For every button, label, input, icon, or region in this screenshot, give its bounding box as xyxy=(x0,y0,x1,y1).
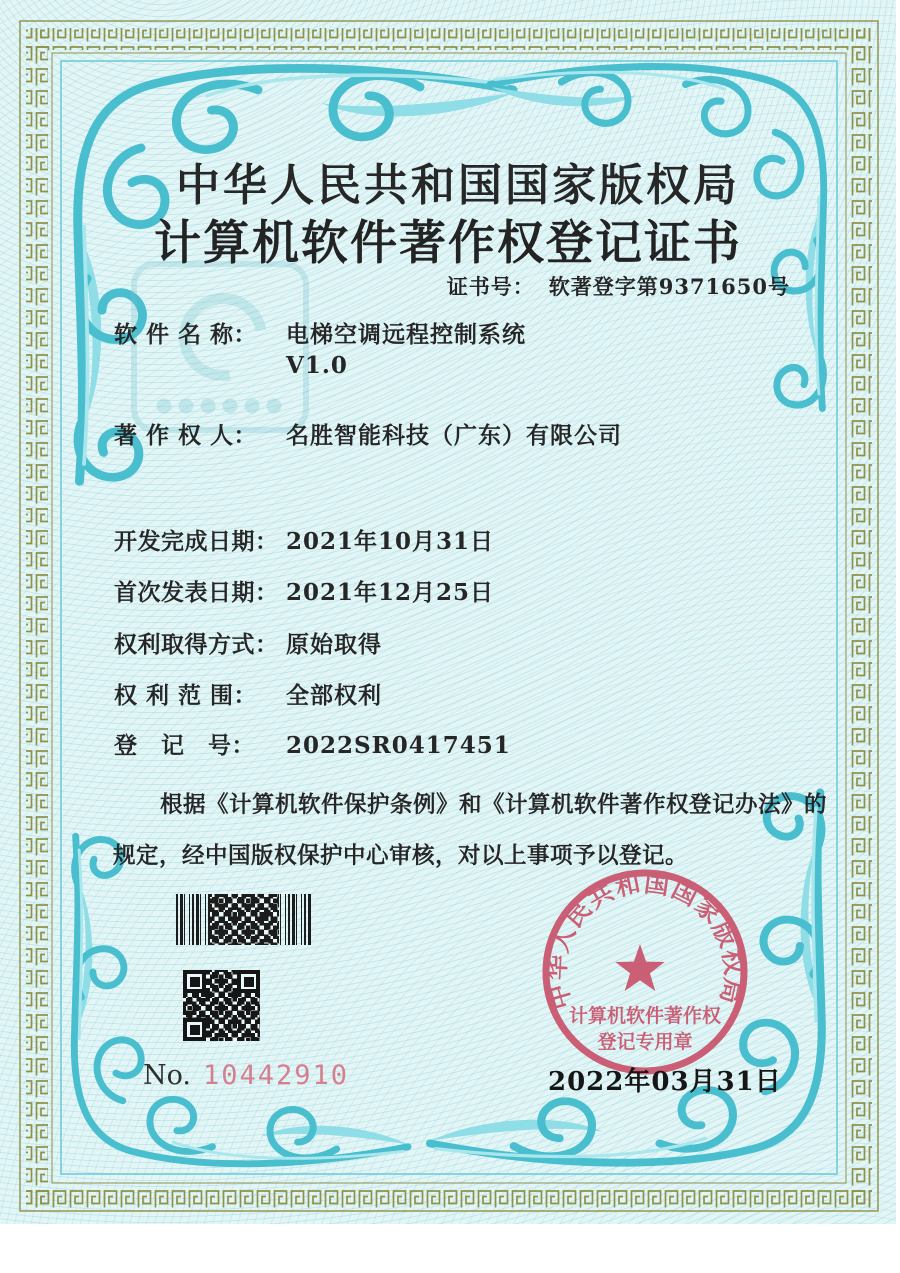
statement-line-2: 规定，经中国版权保护中心审核，对以上事项予以登记。 xyxy=(113,843,689,869)
field-label: 软 件 名 称： xyxy=(114,321,258,348)
certificate-number-label: 证书号： xyxy=(446,274,535,299)
serial-no-label: No. xyxy=(143,1060,191,1091)
field-dev-complete-date xyxy=(114,523,494,556)
serial-number-line xyxy=(143,1060,349,1091)
field-value: 电梯空调远程控制系统 xyxy=(286,321,526,348)
field-first-publish-date xyxy=(114,574,494,607)
star-icon xyxy=(615,944,664,991)
certificate-number-line xyxy=(447,271,790,301)
seal-ring-text: 中华人民共和国国家版权局 xyxy=(541,868,749,1013)
svg-text:中华人民共和国国家版权局 xyxy=(541,868,748,1012)
field-label: 著 作 权 人： xyxy=(114,422,258,449)
qr-finder-icon xyxy=(237,970,260,993)
field-value: 名胜智能科技（广东）有限公司 xyxy=(286,422,622,449)
field-label: 开发完成日期： xyxy=(114,528,279,555)
issue-date: 2022年03月31日 xyxy=(548,1067,782,1097)
field-value: 原始取得 xyxy=(286,631,382,658)
certificate-title: 计算机软件著作权登记证书 xyxy=(154,216,742,271)
barcode xyxy=(176,894,311,945)
software-version: V1.0 xyxy=(286,352,348,379)
field-value: 2021年12月25日 xyxy=(286,579,495,606)
field-software-name xyxy=(114,316,526,349)
field-label: 登 记 号： xyxy=(114,732,255,759)
field-label: 权利取得方式： xyxy=(114,631,279,658)
qr-code xyxy=(183,970,260,1041)
official-seal xyxy=(535,862,755,1082)
serial-no-value: 10442910 xyxy=(203,1060,350,1091)
field-label: 首次发表日期： xyxy=(114,579,279,606)
statement-line-1: 根据《计算机软件保护条例》和《计算机软件著作权登记办法》的 xyxy=(160,792,828,818)
certificate-number-value: 软著登字第9371650号 xyxy=(548,274,790,299)
seal-line-2: 登记专用章 xyxy=(597,1031,693,1053)
field-label: 权 利 范 围： xyxy=(114,682,258,709)
field-value: 全部权利 xyxy=(286,682,382,709)
issuer-title: 中华人民共和国国家版权局 xyxy=(176,160,740,211)
seal-line-1: 计算机软件著作权 xyxy=(568,1005,722,1027)
field-value: 2022SR0417451 xyxy=(286,732,511,759)
field-rights-acquisition xyxy=(114,626,382,659)
field-registration-number xyxy=(114,727,511,760)
field-value: 2021年10月31日 xyxy=(286,528,495,555)
qr-finder-icon xyxy=(183,970,206,993)
field-rights-scope xyxy=(114,677,382,710)
qr-finder-icon xyxy=(183,1018,206,1041)
field-copyright-owner xyxy=(114,417,622,450)
